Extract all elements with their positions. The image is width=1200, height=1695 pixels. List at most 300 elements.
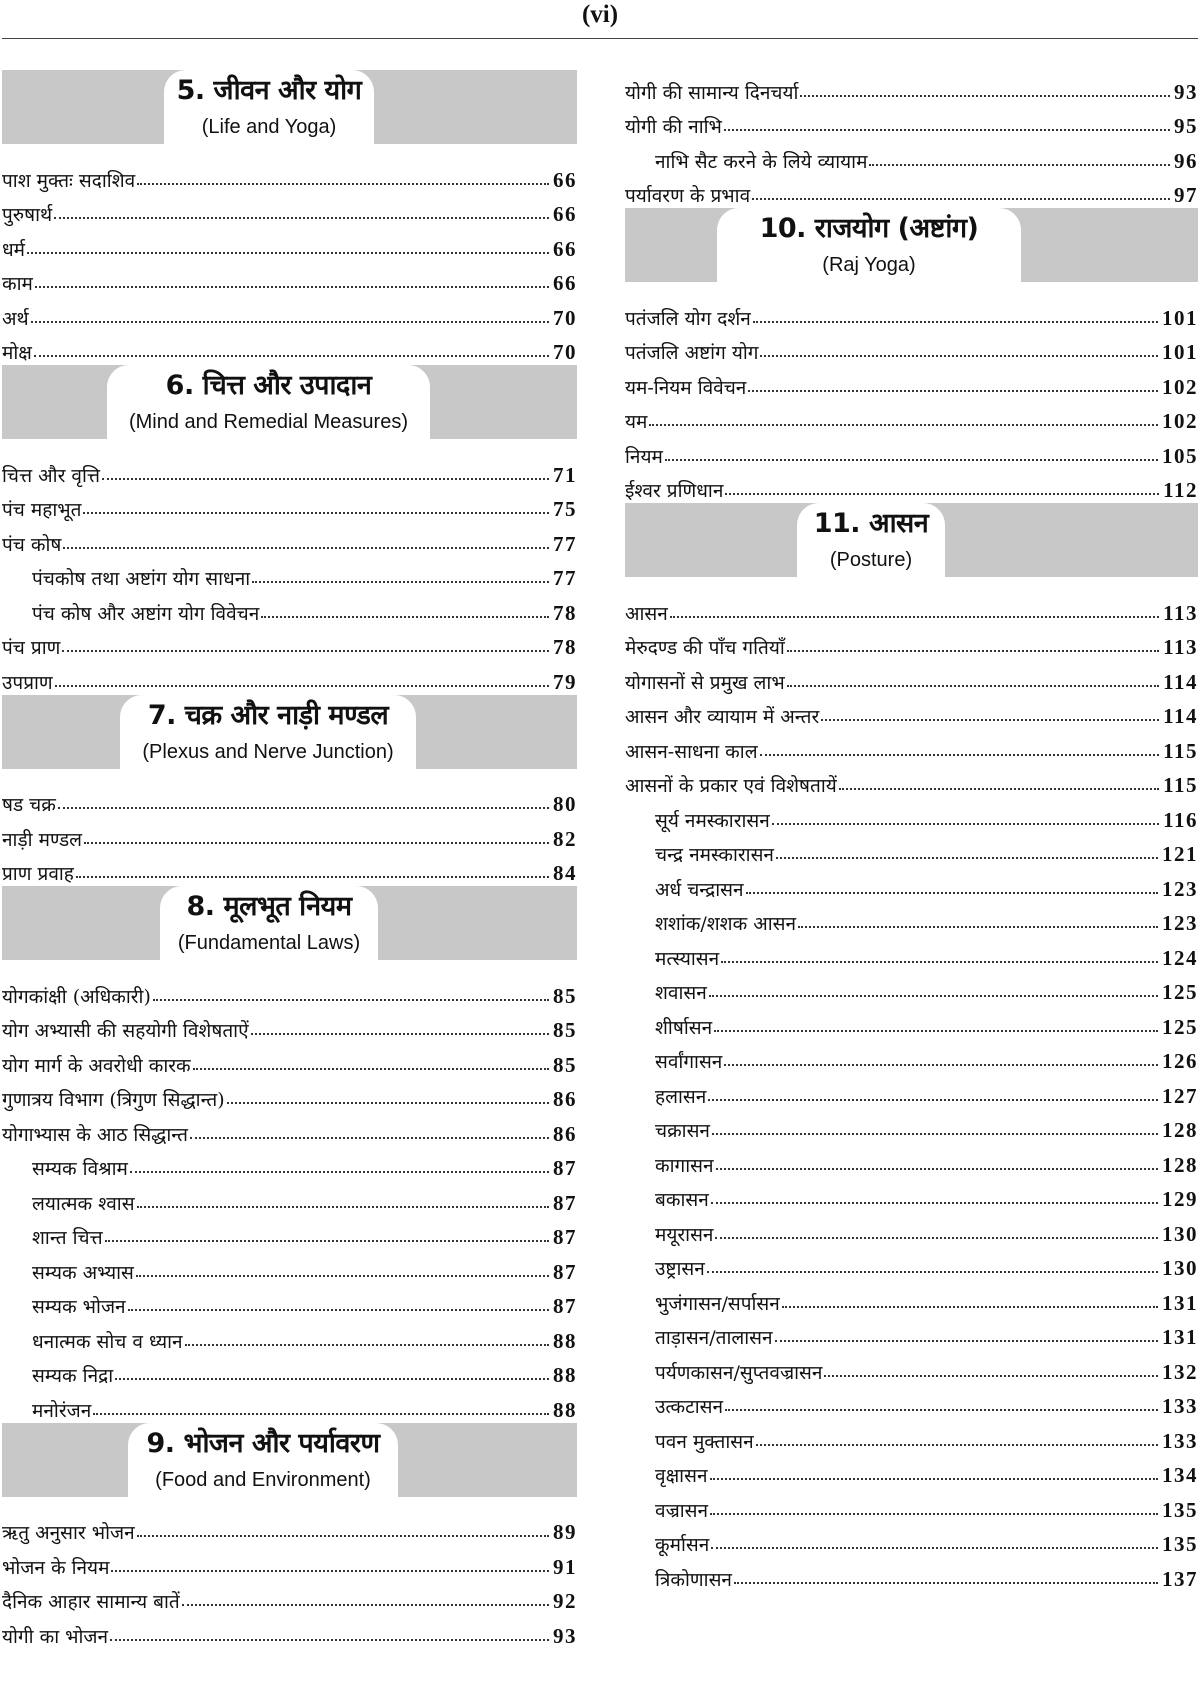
heading-label bbox=[128, 1423, 398, 1503]
toc-entry-title: योग मार्ग के अवरोधी कारक bbox=[2, 1054, 191, 1077]
page-number: (vi) bbox=[581, 1, 619, 28]
toc-entry-page: 87 bbox=[553, 1225, 577, 1249]
toc-entry-title: आसन-साधना काल bbox=[625, 740, 758, 763]
toc-entry-title: ईश्वर प्रणिधान bbox=[625, 480, 724, 502]
toc-entry-title: दैनिक आहार सामान्य बातें bbox=[2, 1591, 180, 1613]
toc-entry[interactable] bbox=[625, 1557, 1198, 1592]
toc-entry[interactable] bbox=[625, 139, 1198, 174]
toc-entry-page: 87 bbox=[553, 1294, 577, 1318]
toc-entry-title: नियम bbox=[625, 445, 663, 468]
toc-entry[interactable] bbox=[625, 400, 1198, 435]
dot-leader bbox=[775, 1340, 1158, 1342]
toc-entry-title: नाड़ी मण्डल bbox=[2, 828, 83, 851]
dot-leader bbox=[753, 321, 1158, 323]
toc-entry-page: 89 bbox=[553, 1520, 577, 1544]
toc-entry[interactable] bbox=[625, 1454, 1198, 1489]
toc-entry-title: वृक्षासन bbox=[655, 1465, 708, 1487]
chapter-title-english: (Fundamental Laws) bbox=[177, 932, 361, 954]
toc-entry-page: 70 bbox=[553, 305, 577, 330]
dot-leader bbox=[798, 926, 1158, 928]
dot-leader bbox=[824, 1375, 1158, 1377]
toc-entry-title: पंच कोष bbox=[2, 533, 62, 556]
dot-leader bbox=[725, 1409, 1158, 1411]
dot-leader bbox=[712, 1133, 1158, 1135]
toc-entry-page: 85 bbox=[553, 983, 577, 1008]
dot-leader bbox=[93, 1413, 549, 1415]
toc-entry[interactable] bbox=[625, 936, 1198, 971]
dot-leader bbox=[821, 719, 1159, 721]
toc-entry-title: सम्यक निद्रा bbox=[32, 1365, 114, 1387]
toc-entry-page: 123 bbox=[1162, 911, 1198, 935]
dot-leader bbox=[55, 685, 549, 687]
toc-entry-page: 70 bbox=[553, 340, 577, 364]
toc-entry-page: 93 bbox=[553, 1623, 577, 1648]
toc-entry[interactable] bbox=[625, 174, 1198, 209]
toc-entry-page: 132 bbox=[1162, 1359, 1198, 1384]
toc-entry-page: 114 bbox=[1163, 669, 1198, 694]
toc-entry-title: सम्यक अभ्यास bbox=[32, 1261, 134, 1284]
toc-entry-page: 77 bbox=[553, 531, 577, 556]
chapter-heading bbox=[2, 1423, 577, 1505]
toc-entry-title: आसनों के प्रकार एवं विशेषतायें bbox=[625, 775, 837, 797]
toc-entry[interactable] bbox=[625, 729, 1198, 764]
chapter-title-english: (Raj Yoga) bbox=[822, 254, 916, 276]
dot-leader bbox=[110, 1639, 549, 1641]
toc-entry[interactable] bbox=[625, 1109, 1198, 1144]
dot-leader bbox=[251, 1033, 549, 1035]
toc-entry-page: 124 bbox=[1162, 945, 1198, 970]
toc-entry-page: 125 bbox=[1162, 980, 1198, 1004]
dot-leader bbox=[182, 1604, 549, 1606]
toc-entry-title: योगाभ्यास के आठ सिद्धान्त bbox=[2, 1123, 188, 1146]
toc-entry-title: आसन और व्यायाम में अन्तर bbox=[625, 706, 820, 728]
toc-entry[interactable] bbox=[625, 296, 1198, 331]
toc-entry[interactable] bbox=[2, 1216, 577, 1251]
toc-entry-title: योगासनों से प्रमुख लाभ bbox=[625, 671, 785, 694]
toc-entry[interactable] bbox=[625, 1074, 1198, 1109]
toc-entry-title: आसन bbox=[625, 602, 668, 625]
toc-right-column bbox=[625, 70, 1198, 1592]
toc-entry-title: ऋतु अनुसार भोजन bbox=[2, 1522, 135, 1544]
dot-leader bbox=[227, 1102, 549, 1104]
toc-entry-page: 113 bbox=[1163, 600, 1198, 625]
toc-entry[interactable] bbox=[2, 660, 577, 695]
toc-entry[interactable] bbox=[2, 557, 577, 592]
toc-entry[interactable] bbox=[2, 262, 577, 297]
dot-leader bbox=[772, 823, 1159, 825]
toc-entry-title: शशांक/शशक आसन bbox=[655, 913, 797, 935]
toc-entry-page: 84 bbox=[553, 861, 577, 885]
chapter-title-hindi: 11. आसन bbox=[813, 508, 929, 539]
dot-leader bbox=[261, 616, 549, 618]
toc-entry-page: 79 bbox=[553, 669, 577, 694]
toc-entry[interactable] bbox=[2, 1388, 577, 1423]
dot-leader bbox=[708, 1099, 1158, 1101]
dot-leader bbox=[137, 183, 549, 185]
toc-entry-page: 93 bbox=[1174, 79, 1198, 104]
toc-entry-page: 101 bbox=[1162, 340, 1198, 364]
toc-entry-page: 66 bbox=[553, 236, 577, 261]
chapter-heading bbox=[625, 208, 1198, 290]
dot-leader bbox=[724, 129, 1170, 131]
toc-entry[interactable] bbox=[2, 1545, 577, 1580]
dot-leader bbox=[27, 252, 549, 254]
toc-entry[interactable] bbox=[625, 1005, 1198, 1040]
toc-entry[interactable] bbox=[625, 764, 1198, 799]
dot-leader bbox=[649, 424, 1158, 426]
toc-entry-title: उपप्राण bbox=[2, 671, 53, 694]
toc-entry-page: 92 bbox=[553, 1589, 577, 1613]
toc-entry-title: भोजन के नियम bbox=[2, 1556, 110, 1579]
toc-entry-title: पंच महाभूत bbox=[2, 499, 82, 521]
toc-entry[interactable] bbox=[625, 867, 1198, 902]
toc-entry-page: 126 bbox=[1162, 1049, 1198, 1073]
dot-leader bbox=[787, 685, 1159, 687]
toc-entry[interactable] bbox=[625, 105, 1198, 140]
toc-entry-title: मोक्ष bbox=[2, 342, 32, 364]
toc-entry-page: 86 bbox=[553, 1121, 577, 1146]
toc-entry[interactable] bbox=[625, 902, 1198, 937]
toc-entry-page: 115 bbox=[1163, 738, 1198, 763]
toc-entry-title: पर्यावरण के प्रभाव bbox=[625, 185, 751, 207]
dot-leader bbox=[665, 459, 1158, 461]
toc-entry-page: 91 bbox=[553, 1554, 577, 1579]
dot-leader bbox=[760, 355, 1158, 357]
toc-entry-title: योगी की सामान्य दिनचर्या bbox=[625, 81, 799, 104]
dot-leader bbox=[787, 650, 1159, 652]
toc-entry[interactable] bbox=[2, 1319, 577, 1354]
toc-entry-page: 131 bbox=[1162, 1325, 1198, 1349]
dot-leader bbox=[76, 876, 549, 878]
chapter-heading bbox=[2, 70, 577, 152]
toc-entry-page: 116 bbox=[1163, 807, 1198, 832]
toc-entry[interactable] bbox=[625, 1040, 1198, 1075]
toc-entry[interactable] bbox=[2, 296, 577, 331]
toc-entry-title: धनात्मक सोच व ध्यान bbox=[32, 1330, 183, 1353]
toc-entry-page: 102 bbox=[1162, 409, 1198, 433]
toc-entry-page: 125 bbox=[1162, 1014, 1198, 1039]
toc-entry-title: त्रिकोणासन bbox=[655, 1568, 732, 1591]
toc-entry[interactable] bbox=[625, 434, 1198, 469]
dot-leader bbox=[756, 1444, 1158, 1446]
dot-leader bbox=[709, 995, 1158, 997]
toc-entry-page: 78 bbox=[553, 635, 577, 659]
heading-label bbox=[160, 886, 378, 966]
toc-entry[interactable] bbox=[2, 522, 577, 557]
toc-entry[interactable] bbox=[625, 695, 1198, 730]
dot-leader bbox=[800, 95, 1170, 97]
dot-leader bbox=[128, 1309, 549, 1311]
toc-entry[interactable] bbox=[2, 1354, 577, 1389]
dot-leader bbox=[102, 478, 549, 480]
toc-entry[interactable] bbox=[2, 193, 577, 228]
dot-leader bbox=[54, 217, 549, 219]
toc-entry-page: 130 bbox=[1162, 1256, 1198, 1280]
dot-leader bbox=[63, 547, 549, 549]
toc-entry-page: 66 bbox=[553, 167, 577, 192]
toc-entry-page: 71 bbox=[553, 462, 577, 487]
toc-entry-page: 128 bbox=[1162, 1118, 1198, 1142]
dot-leader bbox=[714, 1030, 1158, 1032]
dot-leader bbox=[84, 842, 549, 844]
toc-entry[interactable] bbox=[2, 974, 577, 1009]
toc-entry-title: मेरुदण्ड की पाँच गतियाँ bbox=[625, 637, 785, 659]
toc-entry-page: 80 bbox=[553, 792, 577, 816]
toc-entry-page: 95 bbox=[1174, 114, 1198, 138]
chapter-heading bbox=[2, 695, 577, 777]
toc-entry-page: 75 bbox=[553, 497, 577, 521]
toc-entry-page: 88 bbox=[553, 1363, 577, 1387]
toc-entry[interactable] bbox=[2, 1009, 577, 1044]
toc-entry-title: पर्यणकासन/सुप्तवज्रासन bbox=[655, 1361, 823, 1384]
toc-entry-title: नाभि सैट करने के लिये व्यायाम bbox=[655, 150, 868, 173]
toc-entry-page: 131 bbox=[1162, 1290, 1198, 1315]
toc-entry-title: पंच कोष और अष्टांग योग विवेचन bbox=[32, 602, 260, 625]
dot-leader bbox=[746, 892, 1158, 894]
dot-leader bbox=[115, 1378, 549, 1380]
dot-leader bbox=[185, 1344, 549, 1346]
chapter-title-english: (Plexus and Nerve Junction) bbox=[142, 740, 394, 763]
toc-entry-title: शवासन bbox=[655, 982, 707, 1004]
toc-entry-title: काम bbox=[2, 273, 33, 295]
toc-entry-page: 105 bbox=[1162, 443, 1198, 468]
dot-leader bbox=[62, 650, 549, 652]
toc-entry-page: 87 bbox=[553, 1190, 577, 1215]
toc-entry-title: यम-नियम विवेचन bbox=[625, 376, 747, 399]
toc-entry-title: कागासन bbox=[655, 1154, 714, 1177]
dot-leader bbox=[153, 999, 549, 1001]
toc-entry-page: 102 bbox=[1162, 374, 1198, 399]
toc-entry-title: लयात्मक श्वास bbox=[32, 1192, 135, 1215]
toc-entry-page: 85 bbox=[553, 1052, 577, 1077]
toc-entry-page: 86 bbox=[553, 1087, 577, 1111]
dot-leader bbox=[193, 1068, 549, 1070]
chapter-heading bbox=[2, 886, 577, 968]
toc-entry[interactable] bbox=[2, 488, 577, 523]
toc-entry-page: 114 bbox=[1163, 704, 1198, 728]
toc-entry-title: ताड़ासन/तालासन bbox=[655, 1327, 773, 1349]
toc-entry-title: योगी का भोजन bbox=[2, 1625, 109, 1648]
toc-entry[interactable] bbox=[2, 227, 577, 262]
toc-entry[interactable] bbox=[625, 70, 1198, 105]
dot-leader bbox=[752, 198, 1170, 200]
toc-entry[interactable] bbox=[2, 1511, 577, 1546]
dot-leader bbox=[670, 616, 1159, 618]
toc-entry-title: पंच प्राण bbox=[2, 637, 61, 659]
toc-entry[interactable] bbox=[2, 1181, 577, 1216]
toc-entry[interactable] bbox=[625, 469, 1198, 504]
toc-entry-title: मनोरंजन bbox=[32, 1399, 92, 1422]
heading-label bbox=[797, 503, 945, 583]
toc-entry-title: उत्कटासन bbox=[655, 1396, 724, 1418]
toc-entry-title: बकासन bbox=[655, 1189, 709, 1211]
toc-entry-title: सम्यक विश्राम bbox=[32, 1158, 128, 1180]
toc-entry[interactable] bbox=[625, 1488, 1198, 1523]
toc-entry-page: 127 bbox=[1162, 1083, 1198, 1108]
toc-entry[interactable] bbox=[625, 1385, 1198, 1420]
toc-entry-title: योग अभ्यासी की सहयोगी विशेषताऐं bbox=[2, 1020, 249, 1042]
toc-entry-title: पुरुषार्थ bbox=[2, 204, 53, 226]
toc-entry-title: मत्स्यासन bbox=[655, 947, 720, 970]
toc-entry[interactable] bbox=[2, 1614, 577, 1649]
toc-entry-page: 88 bbox=[553, 1328, 577, 1353]
toc-entry[interactable] bbox=[625, 1523, 1198, 1558]
toc-entry[interactable] bbox=[625, 1281, 1198, 1316]
toc-entry[interactable] bbox=[625, 1247, 1198, 1282]
toc-entry[interactable] bbox=[2, 1043, 577, 1078]
heading-label bbox=[107, 365, 430, 445]
toc-entry-page: 133 bbox=[1162, 1428, 1198, 1453]
chapter-title-english: (Life and Yoga) bbox=[201, 116, 337, 138]
heading-label bbox=[120, 695, 416, 775]
toc-left-column bbox=[2, 70, 577, 1649]
toc-entry-title: चक्रासन bbox=[655, 1120, 710, 1142]
dot-leader bbox=[58, 807, 549, 809]
toc-entry[interactable] bbox=[2, 453, 577, 488]
toc-entry[interactable] bbox=[625, 798, 1198, 833]
dot-leader bbox=[711, 1202, 1158, 1204]
toc-entry-page: 133 bbox=[1162, 1394, 1198, 1418]
dot-leader bbox=[31, 321, 549, 323]
toc-entry-page: 96 bbox=[1174, 148, 1198, 173]
toc-entry[interactable] bbox=[625, 365, 1198, 400]
dot-leader bbox=[776, 857, 1158, 859]
toc-entry-page: 135 bbox=[1162, 1497, 1198, 1522]
toc-entry[interactable] bbox=[625, 1316, 1198, 1351]
toc-entry-page: 113 bbox=[1163, 635, 1198, 659]
dot-leader bbox=[839, 788, 1159, 790]
dot-leader bbox=[711, 1547, 1158, 1549]
toc-entry-page: 115 bbox=[1163, 773, 1198, 797]
toc-entry[interactable] bbox=[2, 331, 577, 366]
dot-leader bbox=[136, 1275, 549, 1277]
toc-entry-title: षड चक्र bbox=[2, 794, 56, 816]
dot-leader bbox=[252, 581, 549, 583]
chapter-title-hindi: 8. मूलभूत नियम bbox=[186, 891, 352, 922]
toc-entry[interactable] bbox=[2, 158, 577, 193]
toc-entry[interactable] bbox=[2, 1580, 577, 1615]
toc-entry-page: 85 bbox=[553, 1018, 577, 1042]
chapter-title-english: (Food and Environment) bbox=[155, 1468, 371, 1491]
toc-entry-title: पतंजलि अष्टांग योग bbox=[625, 342, 759, 364]
chapter-heading bbox=[625, 503, 1198, 585]
dot-leader bbox=[721, 961, 1158, 963]
toc-entry-title: धर्म bbox=[2, 238, 26, 261]
chapter-title-english: (Mind and Remedial Measures) bbox=[128, 411, 408, 433]
dot-leader bbox=[710, 1513, 1158, 1515]
toc-entry-title: कूर्मासन bbox=[655, 1534, 710, 1556]
dot-leader bbox=[83, 512, 549, 514]
toc-entry-title: हलासन bbox=[655, 1085, 707, 1108]
toc-entry-title: पतंजलि योग दर्शन bbox=[625, 307, 751, 330]
toc-entry-page: 134 bbox=[1162, 1463, 1198, 1487]
toc-entry-page: 87 bbox=[553, 1259, 577, 1284]
toc-entry-title: भुजंगासन/सर्पासन bbox=[655, 1292, 780, 1315]
dot-leader bbox=[35, 286, 549, 288]
toc-entry-title: अर्ध चन्द्रासन bbox=[655, 878, 744, 901]
dot-leader bbox=[130, 1171, 549, 1173]
toc-entry-page: 128 bbox=[1162, 1152, 1198, 1177]
toc-entry-title: सर्वांगासन bbox=[655, 1051, 723, 1073]
toc-entry[interactable] bbox=[625, 971, 1198, 1006]
toc-entry-title: वज्रासन bbox=[655, 1499, 709, 1522]
toc-entry-page: 101 bbox=[1162, 305, 1198, 330]
toc-entry-title: शान्त चित्त bbox=[32, 1227, 103, 1249]
toc-entry-page: 87 bbox=[553, 1156, 577, 1180]
toc-entry[interactable] bbox=[2, 626, 577, 661]
toc-entry[interactable] bbox=[625, 1419, 1198, 1454]
toc-entry[interactable] bbox=[625, 833, 1198, 868]
toc-entry-title: सम्यक भोजन bbox=[32, 1296, 126, 1318]
toc-entry-page: 66 bbox=[553, 271, 577, 295]
toc-entry[interactable] bbox=[625, 1143, 1198, 1178]
toc-entry-title: पवन मुक्तासन bbox=[655, 1430, 754, 1453]
toc-entry-title: प्राण प्रवाह bbox=[2, 863, 74, 885]
dot-leader bbox=[190, 1137, 549, 1139]
toc-entry-title: चित्त और वृत्ति bbox=[2, 464, 101, 487]
dot-leader bbox=[716, 1168, 1158, 1170]
toc-entry-title: मयूरासन bbox=[655, 1223, 714, 1246]
toc-entry-title: योगी की नाभि bbox=[625, 116, 722, 138]
dot-leader bbox=[782, 1306, 1158, 1308]
toc-entry-page: 137 bbox=[1162, 1566, 1198, 1591]
heading-label bbox=[164, 70, 374, 150]
toc-entry[interactable] bbox=[2, 1285, 577, 1320]
toc-entry[interactable] bbox=[625, 331, 1198, 366]
dot-leader bbox=[137, 1535, 549, 1537]
chapter-title-english: (Posture) bbox=[829, 549, 913, 571]
dot-leader bbox=[748, 390, 1158, 392]
toc-entry[interactable] bbox=[2, 783, 577, 818]
toc-entry-title: गुणात्रय विभाग (त्रिगुण सिद्धान्त) bbox=[2, 1089, 225, 1111]
toc-entry-page: 130 bbox=[1162, 1221, 1198, 1246]
toc-entry[interactable] bbox=[625, 1212, 1198, 1247]
heading-label bbox=[717, 208, 1021, 288]
toc-entry[interactable] bbox=[625, 660, 1198, 695]
toc-entry[interactable] bbox=[2, 852, 577, 887]
toc-entry-page: 97 bbox=[1174, 183, 1198, 207]
dot-leader bbox=[111, 1570, 549, 1572]
dot-leader bbox=[715, 1237, 1158, 1239]
dot-leader bbox=[734, 1582, 1158, 1584]
chapter-title-hindi: 5. जीवन और योग bbox=[176, 75, 362, 106]
toc-entry-page: 129 bbox=[1162, 1187, 1198, 1211]
toc-entry[interactable] bbox=[2, 817, 577, 852]
toc-entry[interactable] bbox=[625, 1178, 1198, 1213]
toc-entry-title: पंचकोष तथा अष्टांग योग साधना bbox=[32, 568, 251, 590]
toc-entry[interactable] bbox=[625, 591, 1198, 626]
dot-leader bbox=[869, 164, 1170, 166]
toc-entry-title: चन्द्र नमस्कारासन bbox=[655, 844, 774, 866]
toc-entry[interactable] bbox=[625, 626, 1198, 661]
toc-entry[interactable] bbox=[2, 1250, 577, 1285]
toc-entry-title: सूर्य नमस्कारासन bbox=[655, 809, 770, 832]
toc-entry-page: 66 bbox=[553, 202, 577, 226]
chapter-title-hindi: 10. राजयोग (अष्टांग) bbox=[759, 213, 979, 244]
dot-leader bbox=[105, 1240, 549, 1242]
chapter-title-hindi: 9. भोजन और पर्यावरण bbox=[146, 1427, 380, 1459]
toc-entry-page: 78 bbox=[553, 600, 577, 625]
toc-entry[interactable] bbox=[2, 591, 577, 626]
dot-leader bbox=[710, 1478, 1159, 1480]
dot-leader bbox=[724, 1064, 1158, 1066]
dot-leader bbox=[725, 493, 1159, 495]
toc-entry[interactable] bbox=[625, 1350, 1198, 1385]
toc-entry-page: 112 bbox=[1163, 478, 1198, 502]
toc-entry[interactable] bbox=[2, 1112, 577, 1147]
toc-entry[interactable] bbox=[2, 1078, 577, 1113]
toc-entry[interactable] bbox=[2, 1147, 577, 1182]
